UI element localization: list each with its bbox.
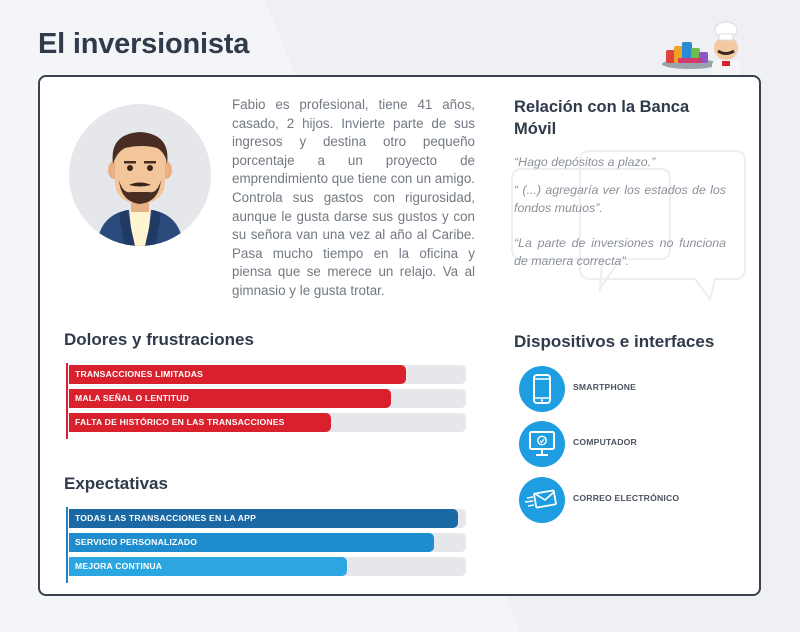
pain-bar-3 <box>69 413 466 432</box>
device-label-computer: COMPUTADOR <box>573 437 637 447</box>
pain-bar-2-label: MALA SEÑAL O LENTITUD <box>75 393 190 403</box>
relation-title: Relación con la Banca Móvil <box>514 98 690 138</box>
avatar <box>69 104 211 246</box>
device-label-email: CORREO ELECTRÓNICO <box>573 493 680 503</box>
expectation-bar-2 <box>69 533 466 552</box>
persona-card <box>38 75 761 596</box>
pains-title: Dolores y frustraciones <box>64 330 254 349</box>
devices-title: Dispositivos e interfaces <box>514 332 715 351</box>
email-icon <box>519 477 565 523</box>
pain-bar-1-label: TRANSACCIONES LIMITADAS <box>75 369 204 379</box>
pain-bar-2 <box>69 389 466 408</box>
quote-1: “Hago depósitos a plazo.” <box>514 155 656 169</box>
device-label-smartphone: SMARTPHONE <box>573 382 637 392</box>
expectations-bars <box>66 509 466 581</box>
persona-bio: Fabio es profesional, tiene 41 años, casado, 2 hijos. Invierte parte de sus ingresos y destina otro pequeño porcentaje a un proyecto de emprendimiento que tiene con un amigo. Controla sus gastos con rigurosidad, aunque le gusta darse sus gustos y con su señora van una vez al año al Caribe. Pasa mucho tiempo en la oficina y piensa que se merece un relajo. Va al gimnasio y le gusta trotar. <box>232 97 475 298</box>
pains-bars <box>66 365 466 437</box>
device-email <box>519 477 719 523</box>
expectation-bar-1 <box>69 509 466 528</box>
expectation-bar-3-label: MEJORA CONTINUA <box>75 561 163 571</box>
expectation-bar-1-label: TODAS LAS TRANSACCIONES EN LA APP <box>75 513 257 523</box>
quote-2: “ (...) agregaría ver los estados de los fondos mutuos”. <box>514 183 726 215</box>
expectations-axis-line <box>66 507 68 583</box>
pain-bar-1 <box>69 365 466 384</box>
device-computer <box>519 421 719 467</box>
computer-icon <box>519 421 565 467</box>
smartphone-icon <box>519 366 565 412</box>
device-smartphone <box>519 366 719 412</box>
pains-axis-line <box>66 363 68 439</box>
expectations-title: Expectativas <box>64 474 168 493</box>
page-title: El inversionista <box>38 28 250 60</box>
expectation-bar-3 <box>69 557 466 576</box>
waiter-illustration <box>660 18 750 80</box>
man-avatar-icon <box>69 104 211 246</box>
expectation-bar-2-label: SERVICIO PERSONALIZADO <box>75 537 198 547</box>
quote-3: “La parte de inversiones no funciona de manera correcta”. <box>514 236 726 268</box>
pain-bar-3-label: FALTA DE HISTÓRICO EN LAS TRANSACCIONES <box>75 417 285 427</box>
